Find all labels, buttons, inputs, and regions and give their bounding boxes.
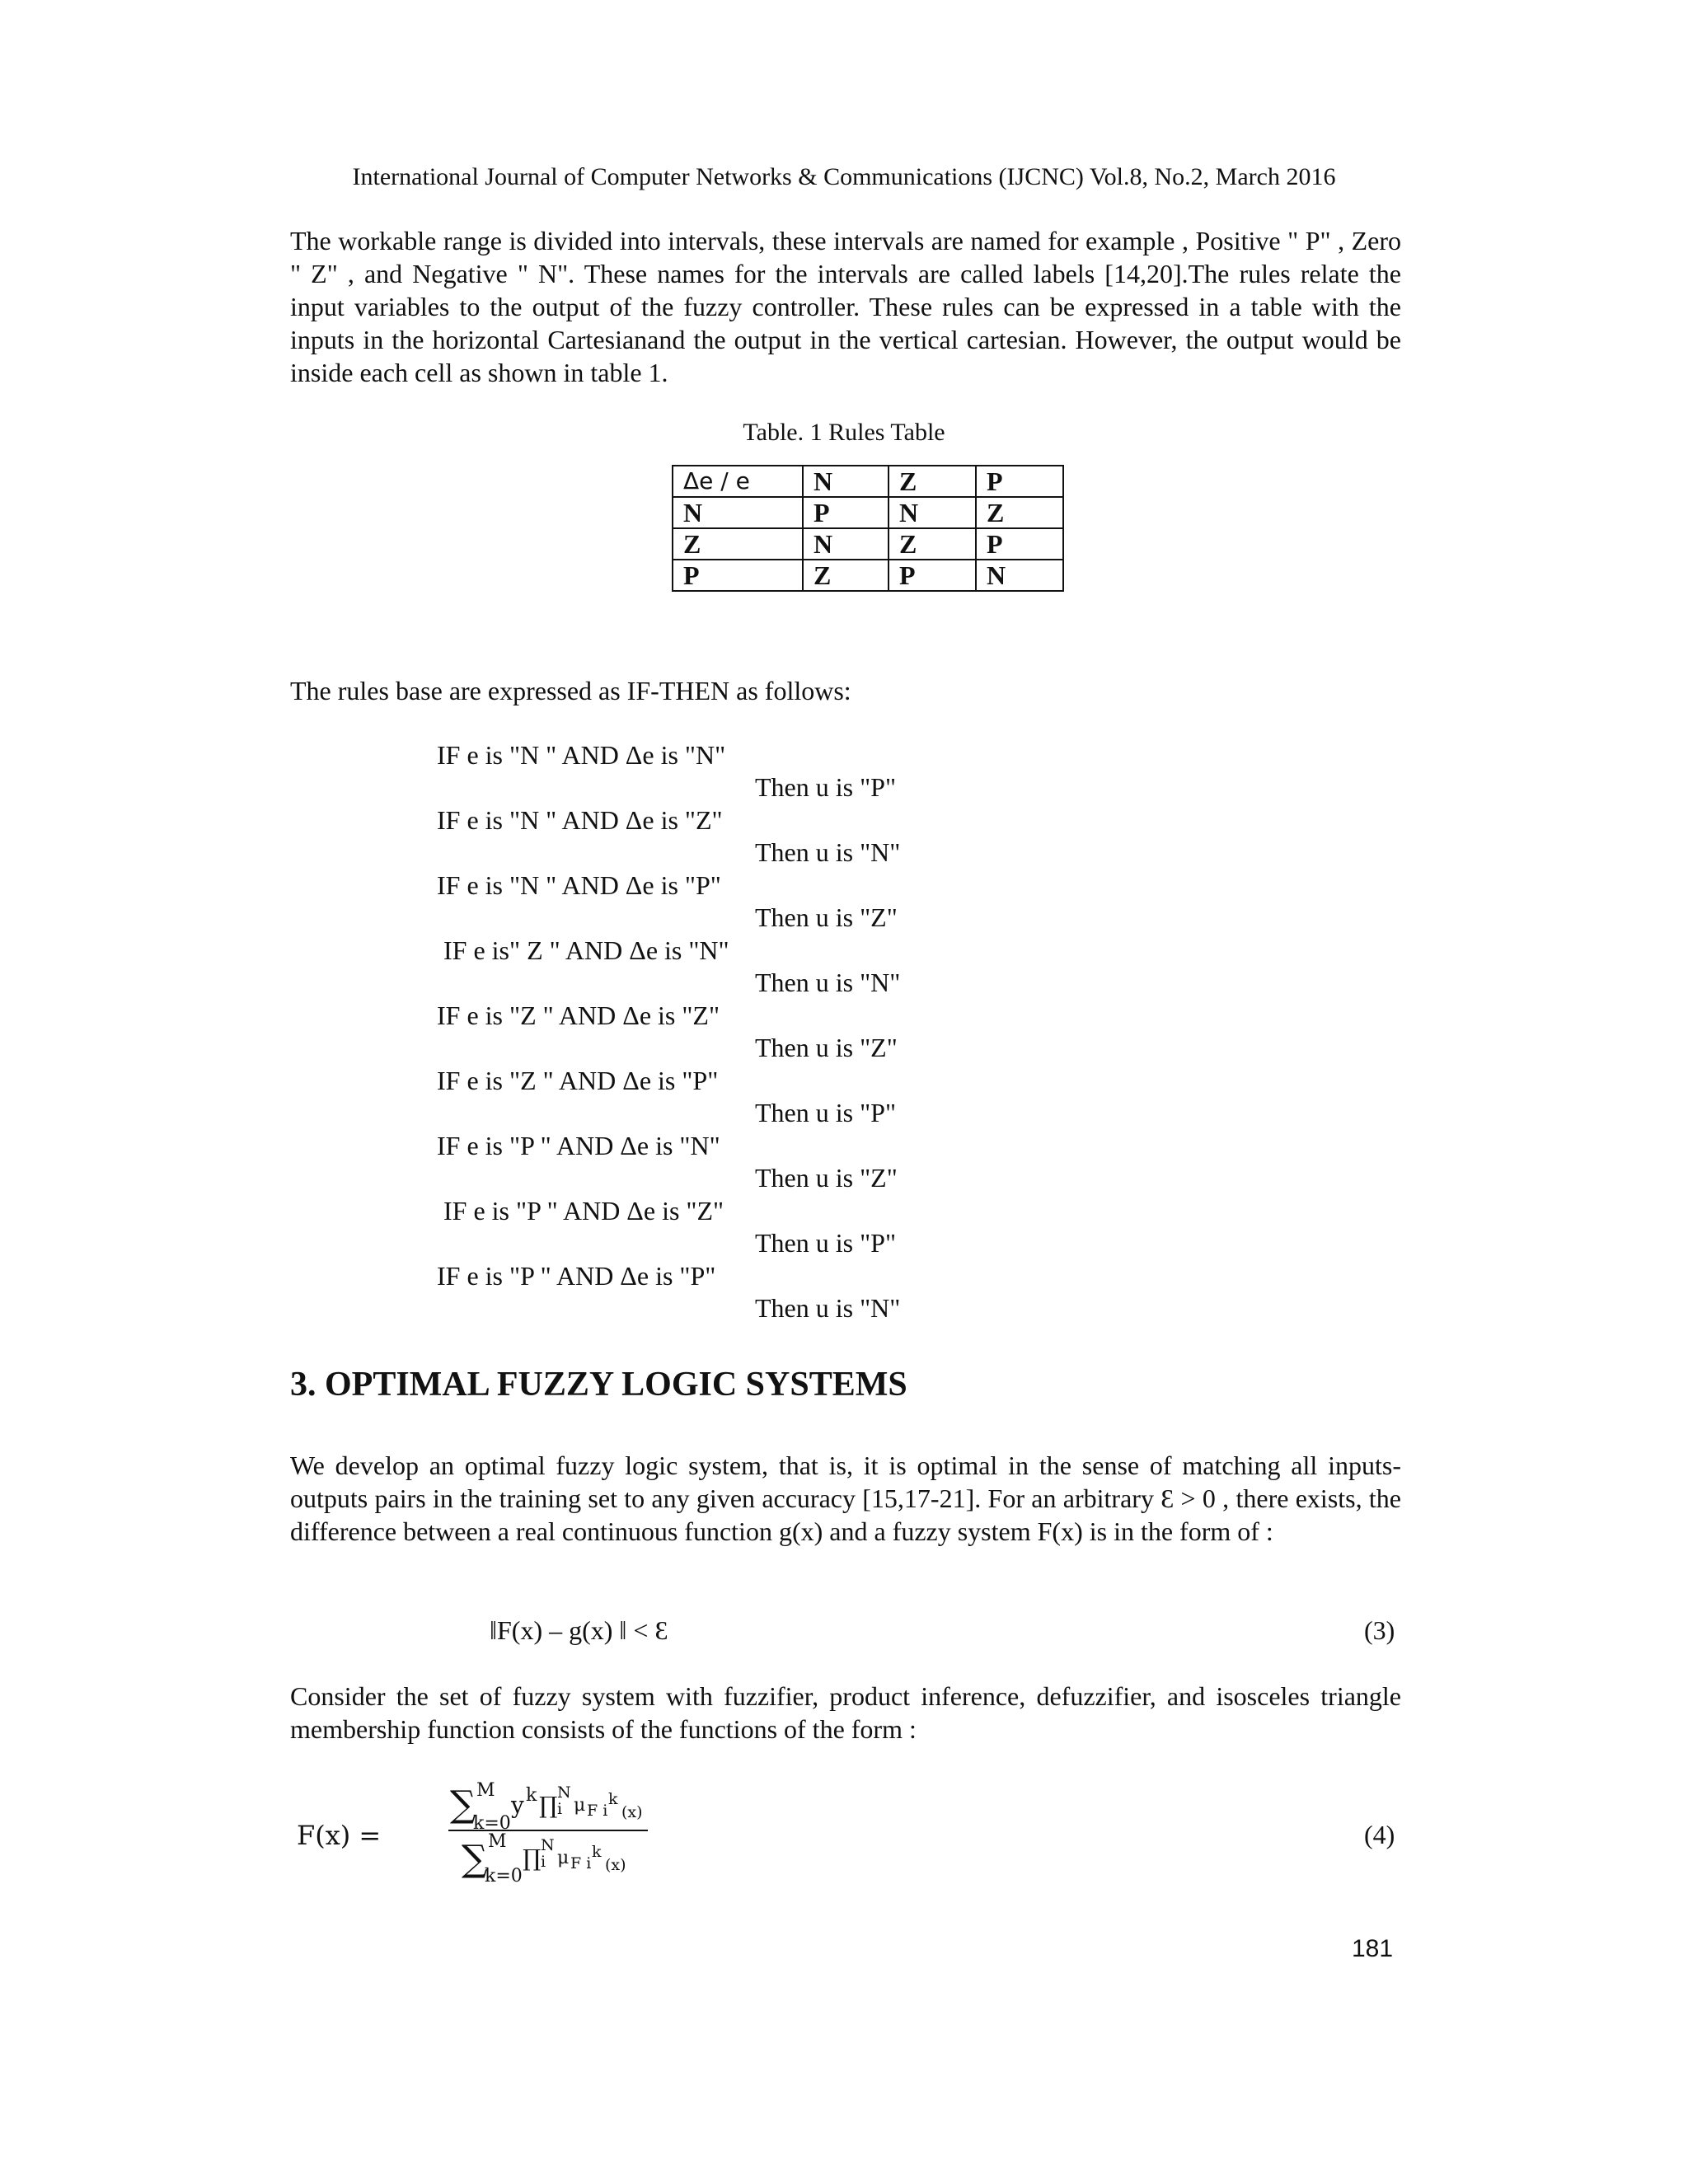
table-row bbox=[673, 528, 1063, 560]
sum-symbol: ∑ bbox=[450, 1783, 476, 1825]
table-row bbox=[673, 560, 1063, 591]
rule-then-5: Then u is "Z" bbox=[755, 1033, 898, 1062]
rule-if-2: IF e is "N " AND Δe is "Z" bbox=[437, 805, 723, 835]
table-cell: N bbox=[889, 497, 976, 528]
rule-if-7: IF e is "P " AND Δe is "N" bbox=[437, 1131, 720, 1160]
table-header-cell: N bbox=[803, 466, 889, 497]
rule-if-8: IF e is "P " AND Δe is "Z" bbox=[443, 1196, 724, 1226]
mu-symbol: μ bbox=[557, 1848, 570, 1868]
mu-subscript: F i bbox=[570, 1854, 592, 1872]
equation-4-lhs: F(x) = bbox=[297, 1820, 382, 1851]
running-header: International Journal of Computer Networks & Communications (IJCNC) Vol.8, No.2, March 2016 bbox=[352, 163, 1336, 190]
table-row-label: Z bbox=[673, 528, 803, 560]
rule-then-3: Then u is "Z" bbox=[755, 902, 898, 932]
mu-symbol: μ bbox=[574, 1795, 586, 1816]
section-heading: 3. OPTIMAL FUZZY LOGIC SYSTEMS bbox=[290, 1366, 907, 1404]
rule-if-4: IF e is" Z " AND Δe is "N" bbox=[443, 935, 729, 965]
rule-then-1: Then u is "P" bbox=[755, 772, 897, 802]
table-cell: P bbox=[889, 560, 976, 591]
equation-3: ‖F(x) – g(x) ‖ < Ɛ bbox=[490, 1615, 668, 1645]
table-header-cell: P bbox=[976, 466, 1063, 497]
equation-4-number: (4) bbox=[1364, 1820, 1395, 1849]
rule-then-9: Then u is "N" bbox=[755, 1293, 901, 1323]
product-superscript: N bbox=[541, 1836, 555, 1854]
table-row-label: P bbox=[673, 560, 803, 591]
paragraph-intervals: The workable range is divided into intervals, these intervals are named for example , Positive " P" , Zero " Z" , and Negative " N". These names for the intervals are called labels [14,20].The rules relate the input variables to the output of the fuzzy controller. These rules can be expressed in a table with the inputs in the horizontal Cartesianand the output in the vertical cartesian. However, the output would be inside each cell as shown in table 1. bbox=[290, 226, 1401, 387]
table-cell: P bbox=[976, 528, 1063, 560]
rule-then-4: Then u is "N" bbox=[755, 968, 901, 997]
rules-intro: The rules base are expressed as IF-THEN as follows: bbox=[290, 676, 851, 705]
rule-if-3: IF e is "N " AND Δe is "P" bbox=[437, 870, 721, 900]
mu-superscript: k bbox=[592, 1843, 602, 1861]
rule-then-8: Then u is "P" bbox=[755, 1228, 897, 1258]
sum-upper-limit: M bbox=[476, 1780, 495, 1801]
table-caption: Table. 1 Rules Table bbox=[743, 419, 945, 446]
paragraph-consider: Consider the set of fuzzy system with fuzzifier, product inference, defuzzifier, and isosceles triangle membership function consists of the functions of the form : bbox=[290, 1681, 1401, 1744]
product-superscript: N bbox=[557, 1783, 571, 1802]
rule-then-6: Then u is "P" bbox=[755, 1098, 897, 1127]
table-row-label: N bbox=[673, 497, 803, 528]
table-row bbox=[673, 497, 1063, 528]
product-subscript: i bbox=[541, 1853, 546, 1871]
fraction-bar bbox=[448, 1830, 648, 1831]
rule-if-6: IF e is "Z " AND Δe is "P" bbox=[437, 1066, 719, 1095]
mu-argument: (x) bbox=[605, 1856, 626, 1874]
mu-subscript: F i bbox=[587, 1802, 608, 1820]
table-cell: N bbox=[803, 528, 889, 560]
sum-symbol: ∑ bbox=[462, 1838, 488, 1880]
rules-table bbox=[672, 465, 1064, 592]
sum-upper-limit: M bbox=[488, 1831, 507, 1852]
y-superscript: k bbox=[526, 1785, 537, 1806]
y-variable: y bbox=[511, 1792, 524, 1819]
table-cell: Z bbox=[889, 528, 976, 560]
rule-if-9: IF e is "P " AND Δe is "P" bbox=[437, 1261, 716, 1291]
rule-if-5: IF e is "Z " AND Δe is "Z" bbox=[437, 1001, 720, 1030]
mu-superscript: k bbox=[608, 1790, 618, 1808]
page-number: 181 bbox=[1352, 1935, 1394, 1962]
paragraph-optimal: We develop an optimal fuzzy logic system, that is, it is optimal in the sense of matching all inputs-outputs pairs in the training set to any given accuracy [15,17-21]. For an arbitrary Ɛ > 0 , there exists, the difference between a real continuous function g(x) and a fuzzy system F(x) is in the form of : bbox=[290, 1451, 1401, 1546]
table-header-cell: Z bbox=[889, 466, 976, 497]
product-subscript: i bbox=[557, 1800, 563, 1818]
table-corner-cell: Δe / e bbox=[673, 466, 803, 497]
table-cell: N bbox=[976, 560, 1063, 591]
sum-lower-limit: k=0 bbox=[485, 1866, 523, 1886]
equation-3-number: (3) bbox=[1364, 1615, 1395, 1645]
table-cell: P bbox=[803, 497, 889, 528]
table-cell: Z bbox=[976, 497, 1063, 528]
table-header-row bbox=[673, 466, 1063, 497]
product-symbol: ∏ bbox=[539, 1792, 558, 1819]
rule-then-7: Then u is "Z" bbox=[755, 1163, 898, 1193]
rule-if-1: IF e is "N " AND Δe is "N" bbox=[437, 740, 726, 770]
table-cell: Z bbox=[803, 560, 889, 591]
sum-lower-limit: k=0 bbox=[473, 1813, 511, 1834]
mu-argument: (x) bbox=[621, 1803, 643, 1821]
product-symbol: ∏ bbox=[523, 1844, 542, 1872]
rule-then-2: Then u is "N" bbox=[755, 837, 901, 867]
